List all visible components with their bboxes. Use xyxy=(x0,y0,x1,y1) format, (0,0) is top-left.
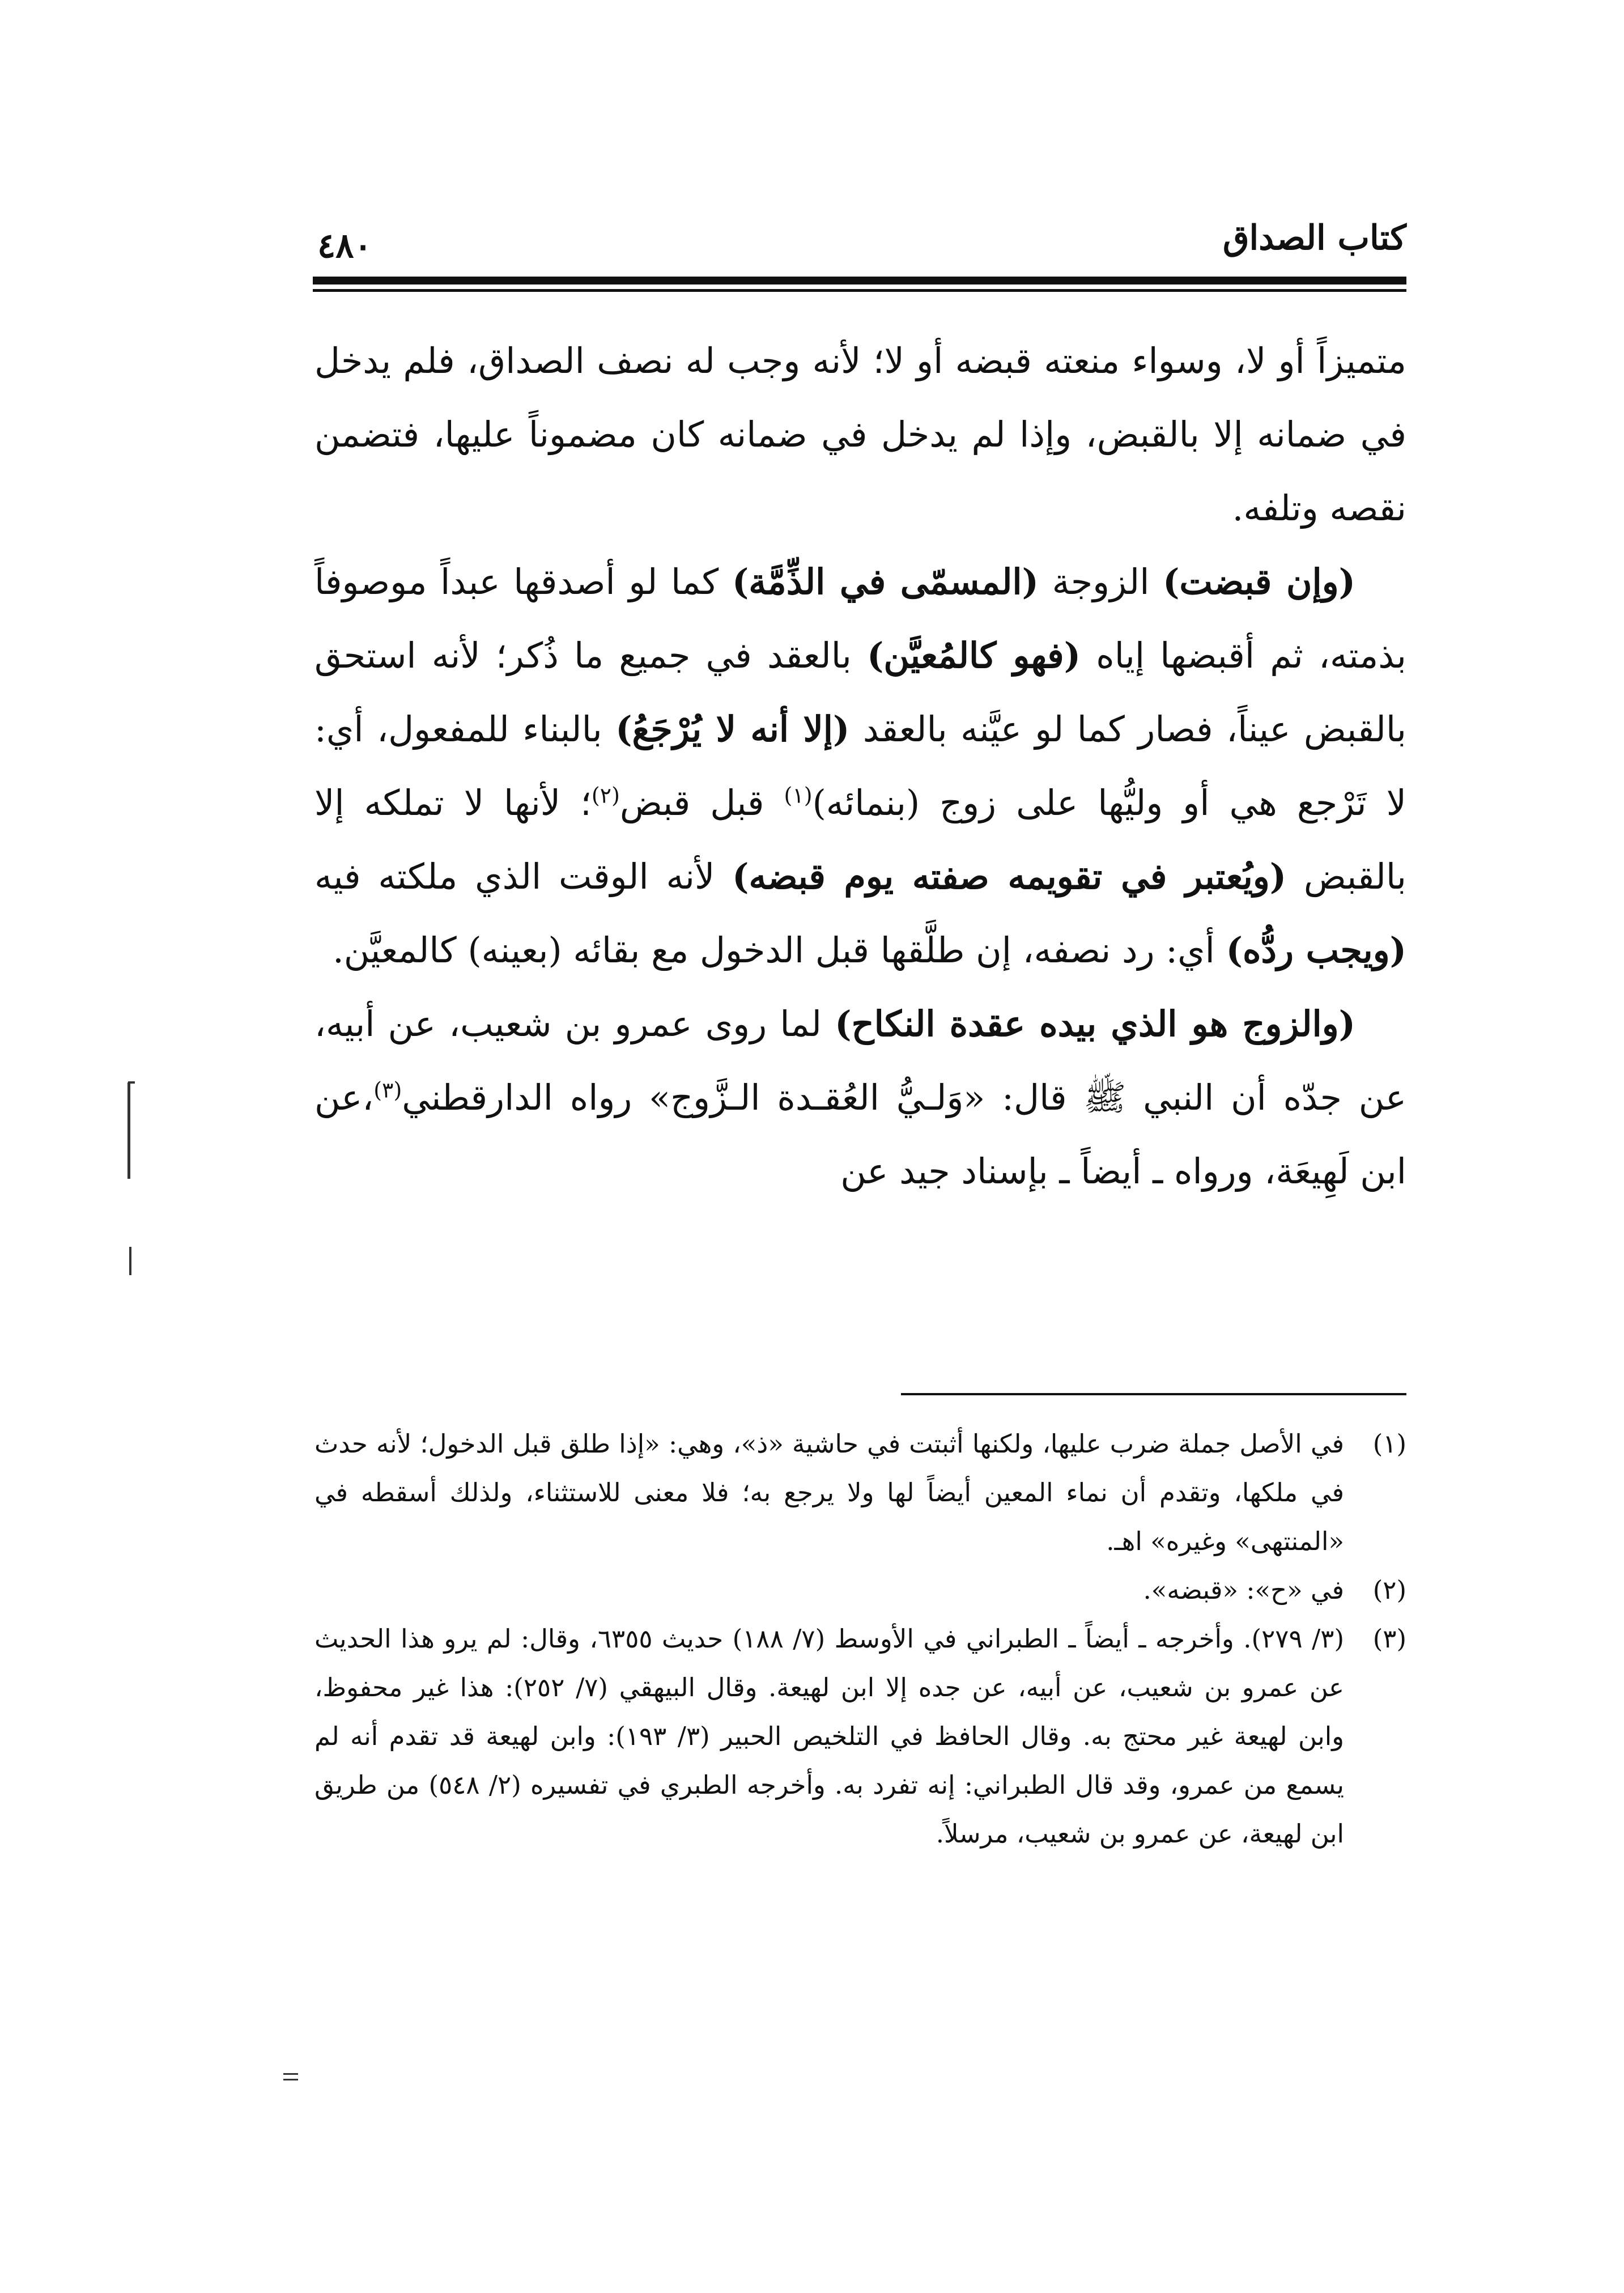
margin-mark xyxy=(128,1081,135,1084)
footnote-ref-2[interactable]: (٢) xyxy=(591,783,620,808)
commentary-text: ،عن ابن لَهِيعَة، ورواه ـ أيضاً ـ بإسناد جيد عن xyxy=(314,1077,1406,1192)
commentary-text: قبل قبض xyxy=(619,782,784,823)
footnote-text: في الأصل جملة ضرب عليها، ولكنها أثبتت في حاشية «ذ»، وهي: «إذا طلق قبل الدخول؛ لأنه حدث في ملكها، وتقدم أن نماء المعين أيضاً لها ولا يرجع به؛ فلا معنى للاستثناء، ولذلك أسقطه في «المنتهى» وغيره» اهـ. xyxy=(314,1429,1344,1556)
margin-mark xyxy=(283,2079,298,2080)
paragraph-2 xyxy=(314,545,1406,987)
paragraph-3 xyxy=(314,987,1406,1208)
header-rule-thin xyxy=(313,289,1406,292)
footnote-text: في «ح»: «قبضه». xyxy=(1143,1575,1344,1605)
page-header xyxy=(317,215,1406,266)
paragraph-1: متميزاً أو لا، وسواء منعته قبضه أو لا؛ لأنه وجب له نصف الصداق، فلم يدخل في ضمانه إلا بالقبض، وإذا لم يدخل في ضمانه كان مضموناً عليها، فتضمن نقصه وتلفه. xyxy=(314,340,1406,529)
matn-phrase: (والزوج هو الذي بيده عقدة النكاح) xyxy=(835,1003,1355,1044)
header-rule xyxy=(313,277,1406,284)
commentary-text: لأنه الوقت الذي ملكته فيه xyxy=(314,856,733,897)
matn-phrase: (ويُعتبر في تقويمه صفته يوم قبضه) xyxy=(732,856,1287,897)
footnotes xyxy=(314,1420,1406,1858)
footnote-ref-1[interactable]: (١) xyxy=(784,783,813,808)
running-title: كتاب الصداق xyxy=(1222,218,1406,258)
footnote-2 xyxy=(314,1566,1406,1615)
footnote-number: (٢) xyxy=(1372,1575,1406,1605)
margin-mark xyxy=(127,1082,130,1179)
footnote-separator xyxy=(901,1393,1406,1395)
commentary-text: كما لو أصدقها عبداً موصوفاً بذمته، ثم أقبضها إياه xyxy=(314,561,1406,676)
page-number: ٤٨٠ xyxy=(317,226,372,266)
margin-mark xyxy=(129,1247,131,1275)
footnote-3 xyxy=(314,1615,1406,1858)
matn-phrase: (ويجب ردُّه) xyxy=(1226,929,1406,971)
footnote-1 xyxy=(314,1420,1406,1566)
matn-phrase: (فهو كالمُعيَّن) xyxy=(867,635,1081,676)
matn-phrase: (إلا أنه لا يُرْجَعُ) xyxy=(615,708,850,750)
commentary-text: أي: رد نصفه، إن طلَّقها قبل الدخول مع بقائه (بعينه) كالمعيَّن. xyxy=(333,929,1226,971)
footnote-number: (٣) xyxy=(1372,1624,1406,1654)
matn-phrase: (وإن قبضت) xyxy=(1163,561,1355,602)
margin-mark xyxy=(283,2073,298,2075)
commentary-text: الزوجة xyxy=(1038,561,1163,602)
commentary-text: بالعقد في جميع ما ذُكر؛ لأنه استحق بالقبض عيناً، فصار كما لو عيَّنه بالعقد xyxy=(314,635,1406,750)
footnote-text: (٣/ ٢٧٩). وأخرجه ـ أيضاً ـ الطبراني في الأوسط (٧/ ١٨٨) حديث ٦٣٥٥، وقال: لم يرو هذا الحديث عن عمرو بن شعيب، عن أبيه، عن جده إلا ابن لهيعة. وقال البيهقي (٧/ ٢٥٢): هذا غير محفوظ، وابن لهيعة غير محتج به. وقال الحافظ في التلخيص الحبير (٣/ ١٩٣): وابن لهيعة قد تقدم أنه لم يسمع من عمرو، وقد قال الطبراني: إنه تفرد به. وأخرجه الطبري في تفسيره (٢/ ٥٤٨) من طريق ابن لهيعة، عن عمرو بن شعيب، مرسلاً. xyxy=(314,1624,1345,1849)
matn-phrase: (المسمّى في الذِّمَّة) xyxy=(732,561,1039,602)
commentary-text: لما روى عمرو بن شعيب، عن أبيه، عن جدّه أن النبي ﷺ قال: «وَلـيُّ العُقـدة الـزَّوج» رواه الدارقطني xyxy=(314,1003,1406,1118)
commentary-text: ؛ لأنها لا تملكه إلا بالقبض xyxy=(314,782,1406,897)
main-text xyxy=(314,324,1406,1208)
footnote-number: (١) xyxy=(1372,1429,1406,1459)
commentary-text: بالبناء للمفعول، أي: لا تَرْجع هي أو وليُّها على زوج (بنمائه) xyxy=(314,708,1406,823)
footnote-ref-3[interactable]: (٣) xyxy=(373,1077,402,1103)
